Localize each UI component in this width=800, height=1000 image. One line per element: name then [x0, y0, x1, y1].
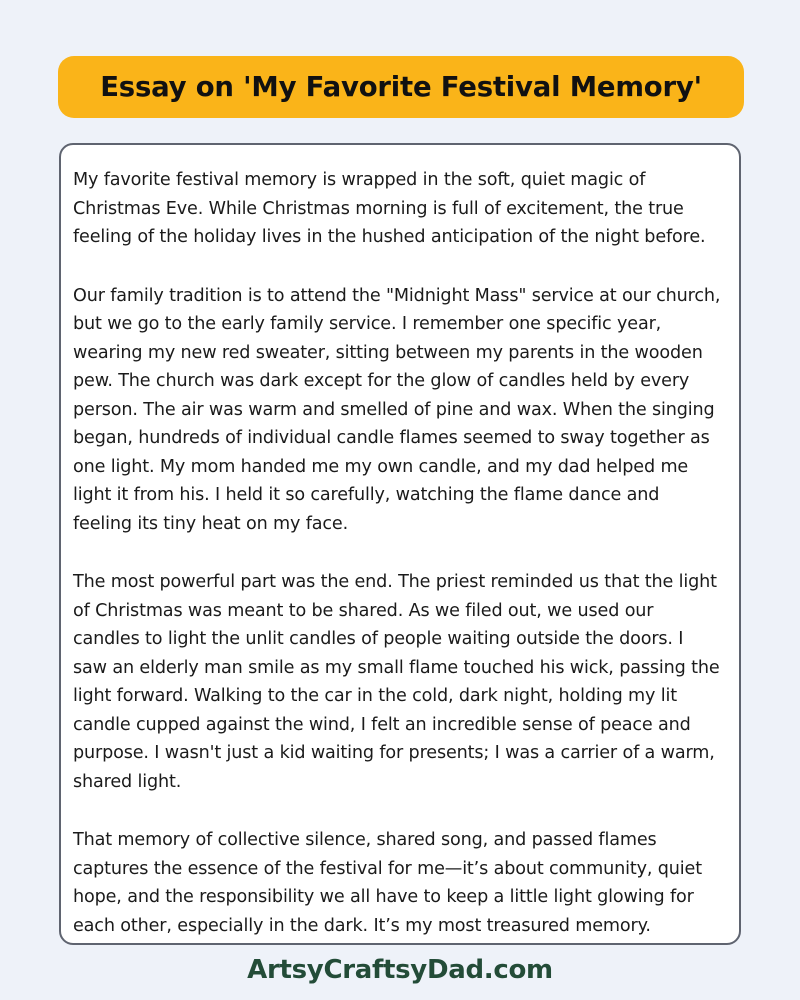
- page-title: Essay on 'My Favorite Festival Memory': [100, 71, 702, 103]
- essay-paragraph: That memory of collective silence, shared song, and passed flames captures the essence of the festival for me—it’s about community, quiet hope, and the responsibility we all have to keep a little light glowing for each other, especially in the dark. It’s my most treasured memory.: [73, 830, 702, 936]
- footer-brand-link[interactable]: ArtsyCraftsyDad.com: [247, 955, 553, 985]
- essay-paragraph: Our family tradition is to attend the "Midnight Mass" service at our church, but we go to the early family service. I remember one specific year, wearing my new red sweater, sitting between my parents in the wooden pew. The church was dark except for the glow of candles held by every person. The air was warm and smelled of pine and wax. When the singing began, hundreds of individual candle flames seemed to sway together as one light. My mom handed me my own candle, and my dad helped me light it from his. I held it so carefully, watching the flame dance and feeling its tiny heat on my face.: [73, 285, 721, 534]
- title-banner: [58, 56, 744, 118]
- essay-paragraph: The most powerful part was the end. The priest reminded us that the light of Christmas was meant to be shared. As we filed out, we used our candles to light the unlit candles of people waiting outside the doors. I saw an elderly man smile as my small flame touched his wick, passing the light forward. Walking to the car in the cold, dark night, holding my lit candle cupped against the wind, I felt an incredible sense of peace and purpose. I wasn't just a kid waiting for presents; I was a carrier of a warm, shared light.: [73, 572, 720, 792]
- essay-card: [59, 143, 741, 945]
- essay-paragraph: My favorite festival memory is wrapped in the soft, quiet magic of Christmas Eve. While Christmas morning is full of excitement, the true feeling of the holiday lives in the hushed anticipation of the night before.: [73, 170, 706, 247]
